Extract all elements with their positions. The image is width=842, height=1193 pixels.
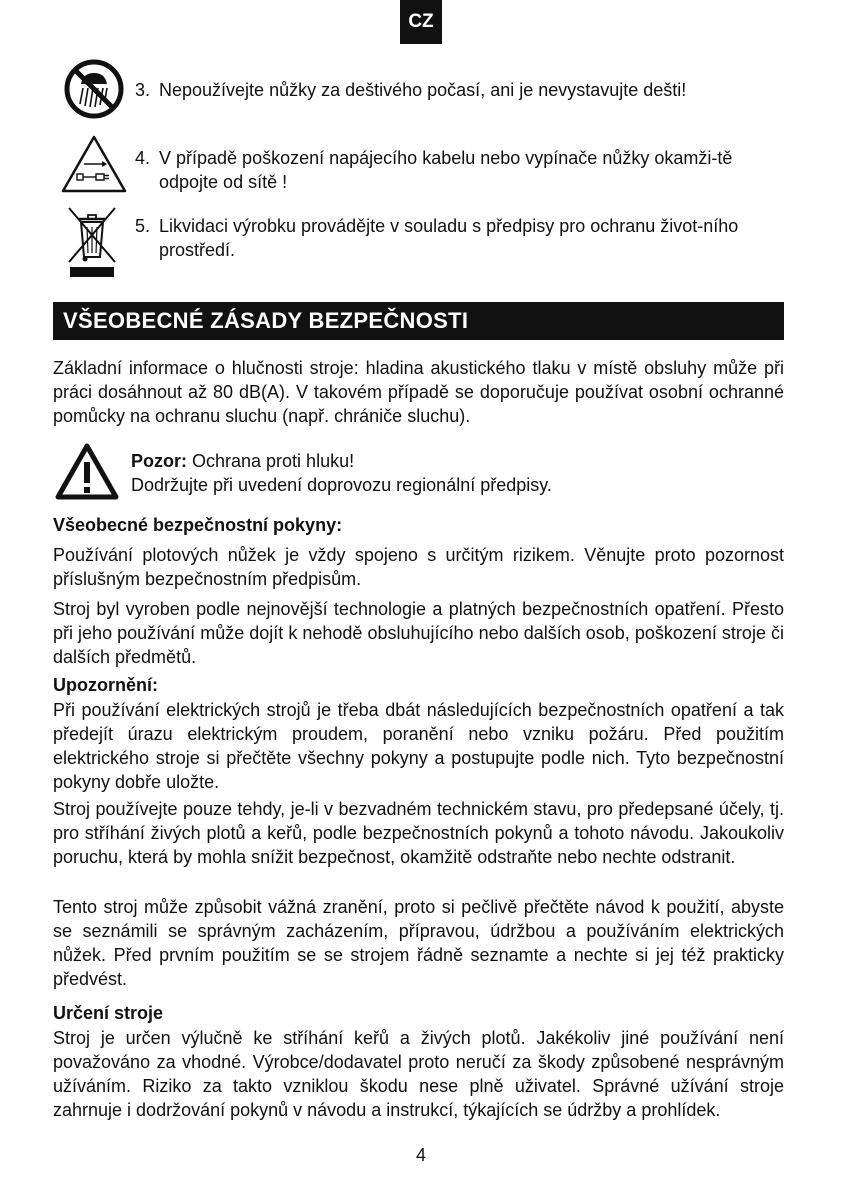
crossed-bin-icon	[66, 205, 118, 279]
notice-paragraph-2: Stroj používejte pouze tehdy, je-li v bezvadném technickém stavu, pro předepsané účely, tj. pro stříhání živých plotů a keřů, podle bezpečnostních pokynů a tohoto návodu. Jakoukoliv poruchu, která by mohla snížit bezpečnost, okamžitě odstraňte nebo nechte odstranit.	[53, 799, 784, 867]
page-number: 4	[415, 1145, 426, 1165]
general-safety-paragraph-1: Používání plotových nůžek je vždy spojeno s určitým rizikem. Věnujte proto pozornost příslušným bezpečnostním předpisům.	[53, 545, 784, 589]
section-title: VŠEOBECNÉ ZÁSADY BEZPEČNOSTI	[53, 302, 784, 340]
warning-triangle-icon	[54, 442, 120, 502]
no-rain-icon	[63, 58, 125, 120]
purpose-paragraph: Stroj je určen výlučně ke stříhání keřů a živých plotů. Jakékoliv jiné používání není považováno za vhodné. Výrobce/dodavatel proto neručí za škody způsobené nesprávným užíváním. Riziko za takto vzniklou škodu nese plně uživatel. Správné užívání stroje zahrnuje i dodržování pokynů v návodu a instrukcí, týkajících se údržby a prohlídek.	[53, 1028, 784, 1120]
notice-paragraph-3: Tento stroj může způsobit vážná zranění, proto si pečlivě přečtěte návod k použití, abyste se seznámili se správným zacházením, přípravou, údržbou a používáním elektrických nůžek. Před prvním použitím se se strojem řádně seznamte a nechte si jej též prakticky předvést.	[53, 897, 784, 989]
warning-item-5: 5. Likvidaci výrobku provádějte v souladu s předpisy pro ochranu život-ního prostředí.	[135, 216, 739, 260]
general-safety-heading: Všeobecné bezpečnostní pokyny:	[53, 515, 343, 535]
purpose-heading: Určení stroje	[53, 1003, 164, 1023]
pozor-line-2: Dodržujte při uvedení doprovozu regionální předpisy.	[131, 475, 552, 495]
language-tab: CZ	[400, 0, 442, 44]
notice-heading: Upozornění:	[53, 675, 158, 695]
pozor-line-1: Ochrana proti hluku!	[187, 451, 355, 471]
warning-item-4: 4. V případě poškození napájecího kabelu nebo vypínače nůžky okamži-tě odpojte od sítě !	[135, 148, 733, 192]
cable-warning-icon	[60, 134, 128, 194]
noise-intro-paragraph: Základní informace o hlučnosti stroje: hladina akustického tlaku v místě obsluhy může při práci dosáhnout až 80 dB(A). V takovém případě se doporučuje používat osobní ochranné pomůcky na ochranu sluchu (např. chrániče sluchu).	[53, 358, 784, 426]
noise-warning	[131, 449, 552, 497]
notice-paragraph-1: Při používání elektrických strojů je třeba dbát následujících bezpečnostních opatření a tak předejít úrazu elektrickým proudem, poranění nebo vzniku požáru. Před použitím elektrického stroje si přečtěte všechny pokyny a postupujte podle nich. Tyto bezpečnostní pokyny dobře uložte.	[53, 700, 784, 792]
pozor-label: Pozor:	[131, 451, 187, 471]
general-safety-paragraph-2: Stroj byl vyroben podle nejnovější technologie a platných bezpečnostních opatření. Přesto při jeho používání může dojít k nehodě obsluhujícího nebo dalších osob, poškození stroje či dalších předmětů.	[53, 599, 784, 667]
warning-item-3: 3. Nepoužívejte nůžky za deštivého počasí, ani je nevystavujte dešti!	[135, 80, 687, 100]
